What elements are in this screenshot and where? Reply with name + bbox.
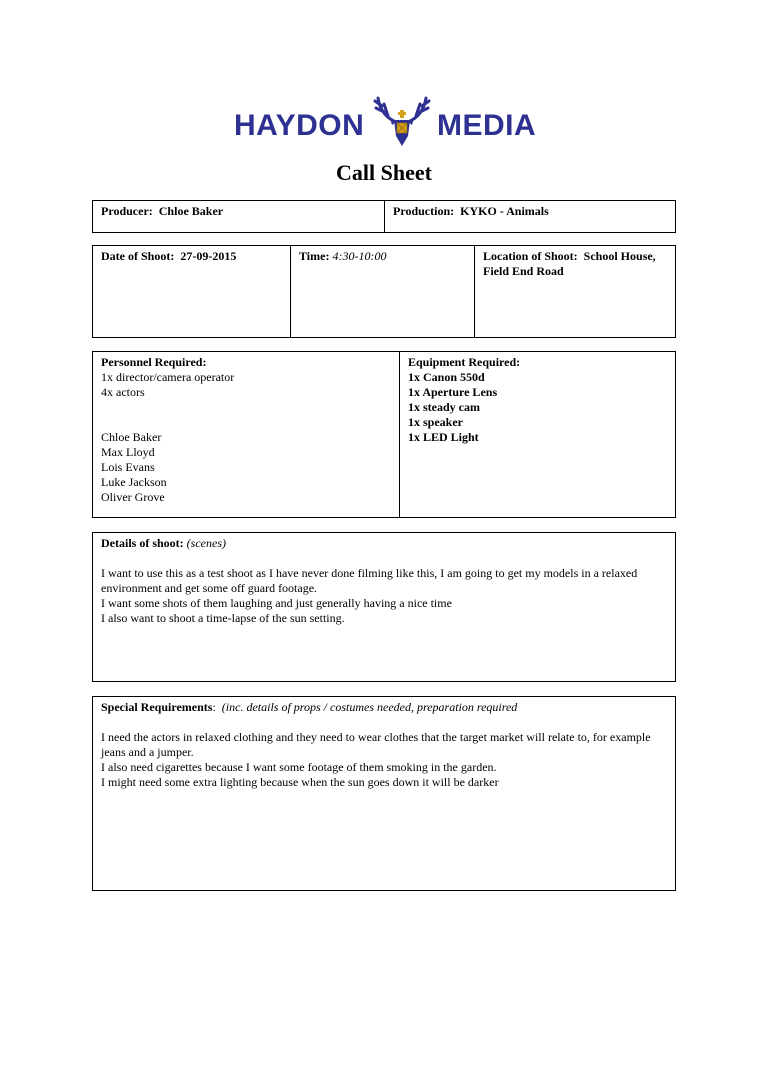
- personnel-name: Oliver Grove: [101, 490, 165, 504]
- location-cell: [474, 246, 675, 337]
- time-label: Time:: [299, 249, 330, 263]
- producer-value: Chloe Baker: [158, 204, 224, 218]
- equipment-cell: [399, 352, 675, 517]
- producer-label: Producer:: [101, 204, 153, 218]
- details-note: (scenes): [186, 536, 226, 550]
- date-cell: [93, 246, 290, 337]
- special-note: (inc. details of props / costumes needed, preparation required: [221, 700, 518, 714]
- personnel-name: Lois Evans: [101, 460, 155, 474]
- date-value: 27-09-2015: [180, 249, 237, 263]
- personnel-role: 1x director/camera operator: [101, 370, 235, 384]
- page-title: Call Sheet: [336, 160, 432, 185]
- personnel-cell: [93, 352, 399, 517]
- special-text-line: I need the actors in relaxed clothing and they need to wear clothes that the target market will relate to, for example jeans and a jumper.: [101, 730, 651, 759]
- equipment-item: 1x speaker: [408, 415, 463, 429]
- special-requirements-cell: Special Requirements: (inc. details of props / costumes needed, preparation required I need the actors in relaxed clothing and they need to wear clothes that the target market will relate to, for example jeans and a jumper. I also need cigarettes because I want some footage of them smoking in the garden. I might need some extra lighting because when the sun goes down it will be darker: [93, 697, 675, 890]
- stag-head-crest-icon: [372, 92, 432, 150]
- personnel-name: Max Lloyd: [101, 445, 155, 459]
- brand-name-right: MEDIA: [437, 109, 537, 142]
- equipment-item: 1x Aperture Lens: [408, 385, 498, 399]
- details-text-line: I want to use this as a test shoot as I have never done filming like this, I am going to get my models in a relaxed environment and get some off guard footage.: [101, 566, 638, 595]
- producer-cell: [93, 201, 384, 232]
- details-label: Details of shoot:: [101, 536, 184, 550]
- date-label: Date of Shoot:: [101, 249, 175, 263]
- equipment-label: Equipment Required:: [408, 355, 521, 369]
- details-box: [92, 532, 676, 682]
- production-value: KYKO - Animals: [460, 204, 549, 218]
- equipment-item: 1x steady cam: [408, 400, 480, 414]
- equipment-item: 1x LED Light: [408, 430, 479, 444]
- production-cell: [384, 201, 675, 232]
- personnel-equipment-box: [92, 351, 676, 518]
- location-value-line2: Field End Road: [483, 264, 564, 278]
- date-time-location-box: [92, 245, 676, 338]
- personnel-name: Luke Jackson: [101, 475, 167, 489]
- producer-production-box: [92, 200, 676, 233]
- special-requirements-box: [92, 696, 676, 891]
- equipment-item: 1x Canon 550d: [408, 370, 485, 384]
- time-cell: [290, 246, 474, 337]
- location-label: Location of Shoot:: [483, 249, 578, 263]
- details-text-line: I want some shots of them laughing and just generally having a nice time: [101, 596, 452, 610]
- details-cell: [93, 533, 675, 681]
- time-value: 4:30-10:00: [332, 249, 387, 263]
- special-text-line: I also need cigarettes because I want some footage of them smoking in the garden.: [101, 760, 497, 774]
- personnel-role: 4x actors: [101, 385, 145, 399]
- special-label: Special Requirements: [101, 700, 213, 714]
- personnel-label: Personnel Required:: [101, 355, 207, 369]
- special-text-line: I might need some extra lighting because when the sun goes down it will be darker: [101, 775, 499, 789]
- brand-name-left: HAYDON: [234, 109, 365, 142]
- production-label: Production:: [393, 204, 455, 218]
- location-value-line1: School House,: [583, 249, 656, 263]
- personnel-name: Chloe Baker: [101, 430, 162, 444]
- details-text-line: I also want to shoot a time-lapse of the sun setting.: [101, 611, 345, 625]
